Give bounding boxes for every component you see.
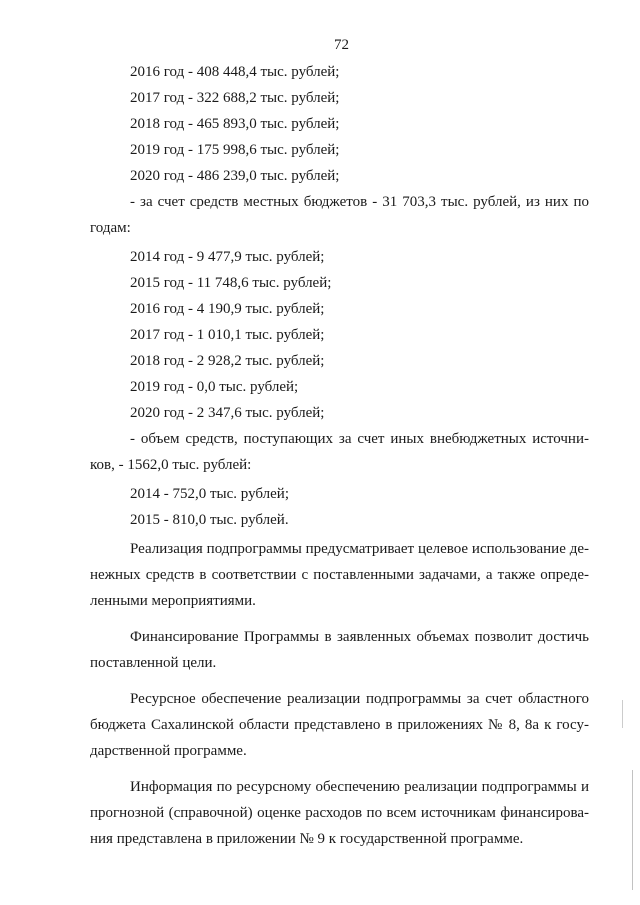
paragraph-line: Финансирование Программы в заявленных объемах позволит достичь [130,629,589,645]
paragraph-line: Ресурсное обеспечение реализации подпрограммы за счет областного [130,691,589,707]
extrabudget-line: ков, - 1562,0 тыс. рублей: [90,457,252,473]
list-item: 2016 год - 4 190,9 тыс. рублей; [130,301,325,317]
list-item: 2019 год - 175 998,6 тыс. рублей; [130,142,340,158]
list-item: 2014 - 752,0 тыс. рублей; [130,486,289,502]
page-number: 72 [334,37,349,53]
paragraph-line: Информация по ресурсному обеспечению реализации подпрограммы и [130,779,589,795]
list-item: 2020 год - 2 347,6 тыс. рублей; [130,405,325,421]
extrabudget-line: - объем средств, поступающих за счет иных внебюджетных источни- [130,431,589,447]
list-item: 2015 год - 11 748,6 тыс. рублей; [130,275,332,291]
list-item: 2020 год - 486 239,0 тыс. рублей; [130,168,340,184]
paragraph-line: поставленной цели. [90,655,217,671]
list-item: 2019 год - 0,0 тыс. рублей; [130,379,299,395]
scan-artifact [622,700,623,728]
paragraph-line: прогнозной (справочной) оценке расходов по всем источникам финансирова- [90,805,589,821]
local-budget-line: - за счет средств местных бюджетов - 31 703,3 тыс. рублей, из них по [130,194,589,210]
document-body [90,59,589,852]
paragraph-line: бюджета Сахалинской области представлено в приложениях № 8, 8а к госу- [90,717,589,733]
paragraph-line: дарственной программе. [90,743,247,759]
local-budget-line: годам: [90,220,131,236]
list-item: 2016 год - 408 448,4 тыс. рублей; [130,64,340,80]
list-item: 2014 год - 9 477,9 тыс. рублей; [130,249,325,265]
paragraph-line: ния представлена в приложении № 9 к государственной программе. [90,831,524,847]
paragraph-line: Реализация подпрограммы предусматривает целевое использование де- [130,541,589,557]
list-item: 2017 год - 1 010,1 тыс. рублей; [130,327,325,343]
list-item: 2018 год - 465 893,0 тыс. рублей; [130,116,340,132]
scan-artifact [632,770,633,890]
list-item: 2018 год - 2 928,2 тыс. рублей; [130,353,325,369]
paragraph-line: нежных средств в соответствии с поставленными задачами, а также опреде- [90,567,589,583]
list-item: 2015 - 810,0 тыс. рублей. [130,512,289,528]
paragraph-line: ленными мероприятиями. [90,593,256,609]
list-item: 2017 год - 322 688,2 тыс. рублей; [130,90,340,106]
